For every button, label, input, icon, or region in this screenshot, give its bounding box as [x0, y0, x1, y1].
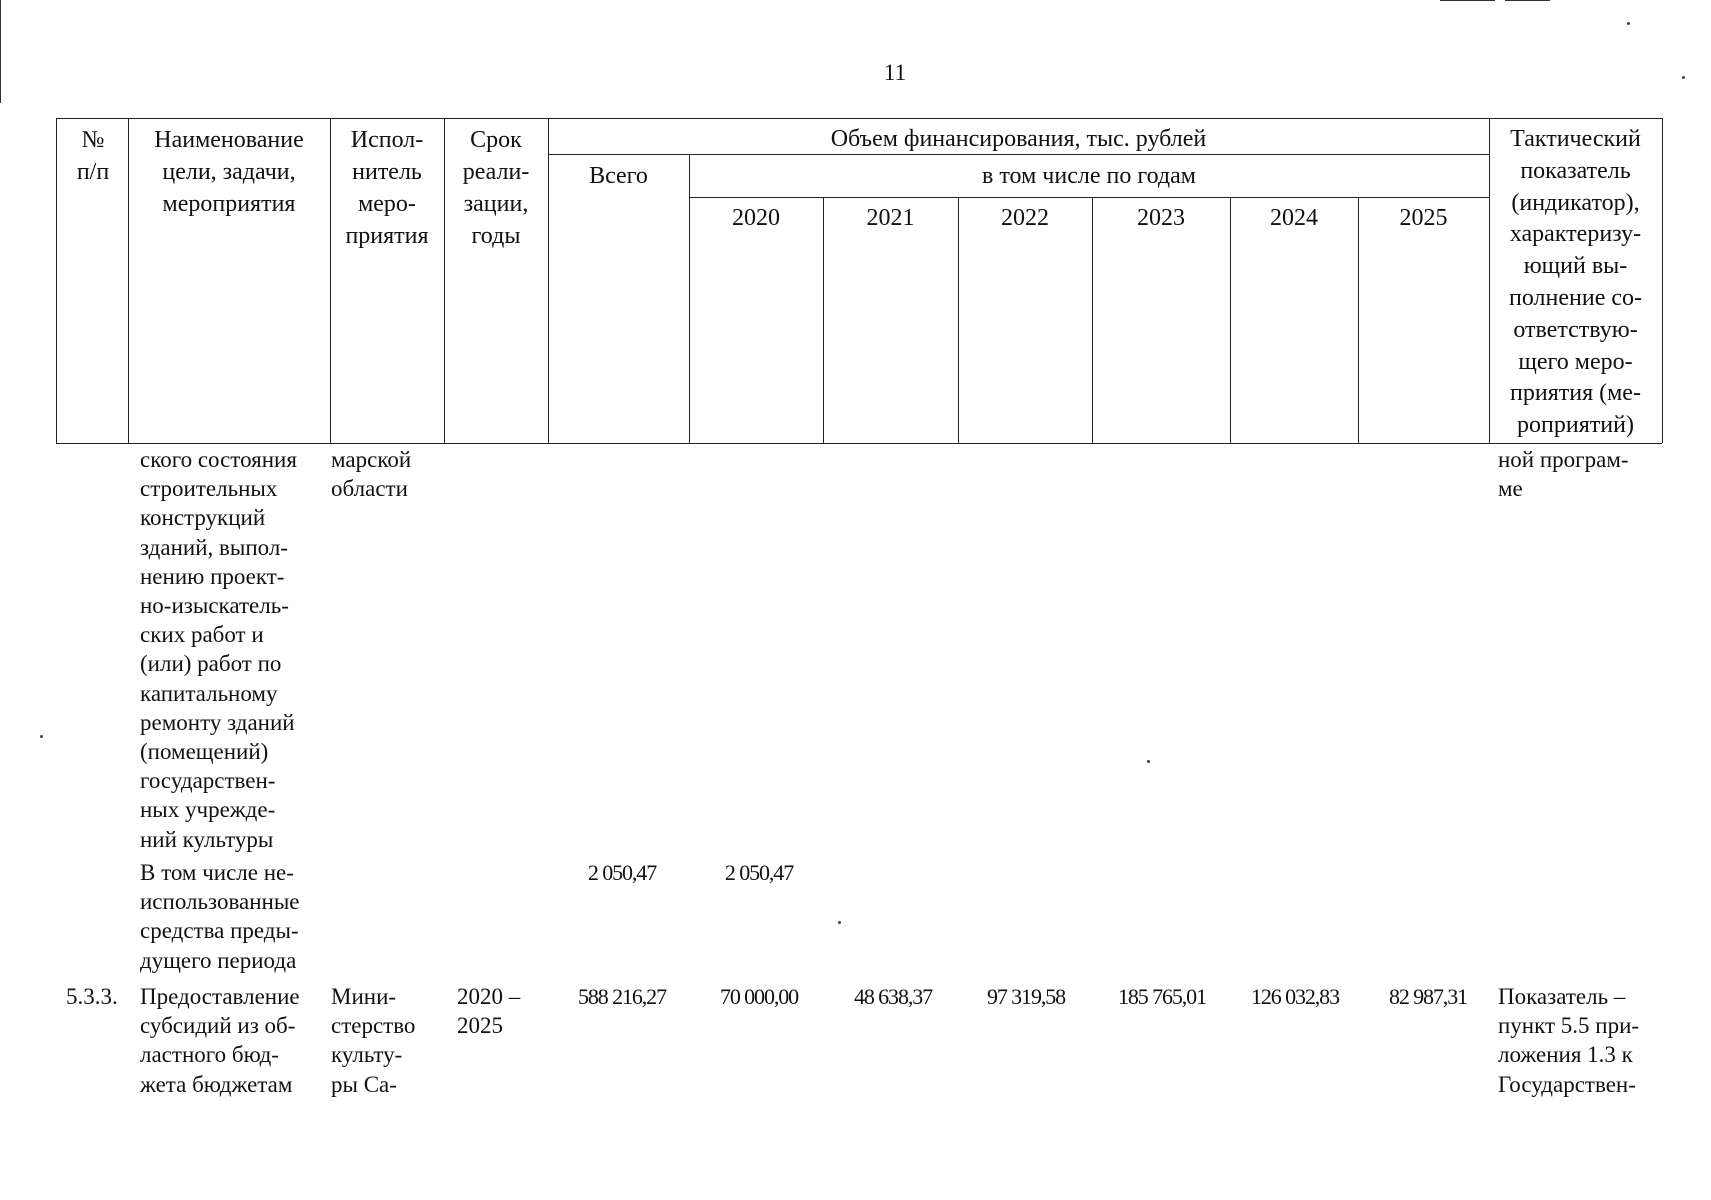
row-name: Предоставление субсидий из об- ластного бюд- жета бюджетам [140, 984, 300, 1097]
header-col-term: Срок реали- зации, годы [462, 127, 530, 249]
unused-funds-name: В том числе не- использованные средства преды- дущего периода [140, 860, 300, 973]
header-year-2023: 2023 [1137, 205, 1185, 231]
header-top-border [56, 118, 1662, 119]
header-year-2022: 2022 [1001, 205, 1049, 231]
unused-funds-2020: 2 050,47 [724, 860, 794, 885]
continued-row-name: ского состояния строительных конструкций зданий, выпол- нению проект- но-изыскатель- ских работ и (или) работ по капитальному ремонту зданий (помещений) государствен- ных учрежде- ний культуры [140, 447, 297, 852]
row-2020: 70 000,00 [719, 984, 799, 1009]
scan-speck [838, 921, 841, 924]
row-number: 5.3.3. [66, 984, 118, 1009]
scan-top-rule [1505, 0, 1550, 1]
scan-speck [40, 735, 43, 738]
header-year-2025: 2025 [1399, 205, 1448, 231]
continued-row-indicator: ной програм- ме [1498, 447, 1629, 502]
header-col-by-years: в том числе по годам [982, 163, 1196, 189]
col-border [1662, 118, 1663, 443]
scan-edge-mark [0, 0, 1, 103]
unused-funds-total: 2 050,47 [587, 860, 657, 885]
scan-top-rule [1440, 0, 1495, 1]
header-year-2024: 2024 [1270, 205, 1318, 231]
header-year-2020: 2020 [732, 205, 780, 231]
row-indicator: Показатель – пункт 5.5 при- ложения 1.3 к Государствен- [1498, 984, 1640, 1097]
header-col-executor: Испол- нитель меро- приятия [345, 127, 429, 249]
header-col-funding: Объем финансирования, тыс. рублей [830, 126, 1207, 152]
header-col-name: Наименование цели, задачи, мероприятия [154, 127, 304, 217]
row-2025: 82 987,31 [1388, 984, 1468, 1009]
row-2022: 97 319,58 [986, 984, 1066, 1009]
page-number: 11 [883, 60, 907, 85]
row-2021: 48 638,37 [853, 984, 933, 1009]
row-2024: 126 032,83 [1250, 984, 1339, 1009]
header-col-number: № п/п [76, 127, 110, 185]
scan-speck [1147, 760, 1150, 763]
row-term: 2020 – 2025 [457, 984, 521, 1039]
scan-speck [1627, 22, 1630, 25]
row-executor: Мини- стерство культу- ры Са- [331, 984, 416, 1097]
header-bottom-border [56, 443, 1662, 444]
years-subheader-border [689, 197, 1489, 198]
col-border [689, 154, 690, 443]
continued-row-executor: марской области [331, 447, 412, 502]
row-2023: 185 765,01 [1117, 984, 1206, 1009]
header-col-total: Всего [589, 163, 648, 189]
row-total: 588 216,27 [577, 984, 666, 1009]
header-col-indicator: Тактический показатель (индикатор), характеризу- ющий вы- полнение со- ответствую- щего меро- приятия (ме- роприятий) [1509, 126, 1642, 439]
header-year-2021: 2021 [866, 205, 915, 231]
